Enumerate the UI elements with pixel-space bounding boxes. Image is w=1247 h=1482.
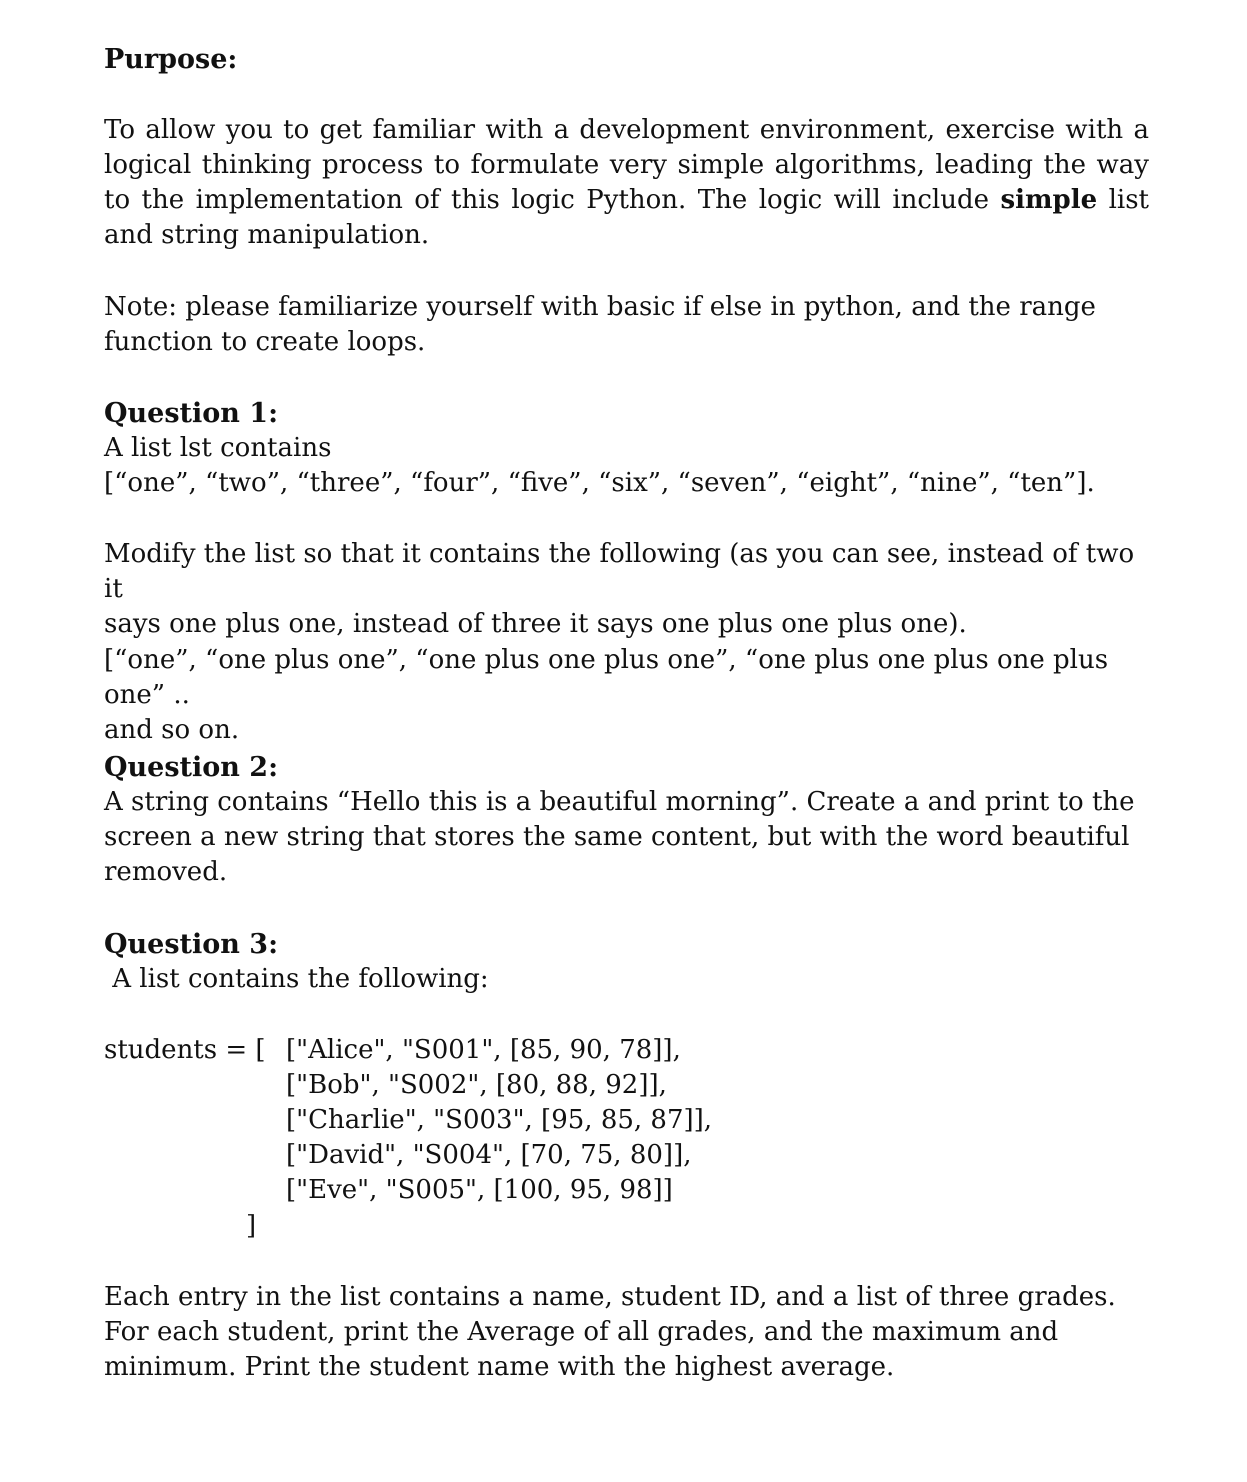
question-1-list: [“one”, “two”, “three”, “four”, “five”, “six”, “seven”, “eight”, “nine”, “ten”]. (104, 468, 1095, 498)
students-rows (286, 1033, 712, 1208)
student-row: ["Charlie", "S003", [95, 85, 87]], (286, 1105, 713, 1135)
modify-line: Modify the list so that it contains the following (as you can see, instead of two it (104, 539, 1135, 604)
question-3-description (104, 1280, 1149, 1385)
student-row: ["David", "S004", [70, 75, 80]], (286, 1140, 692, 1170)
students-close-bracket: ] (246, 1211, 257, 1241)
question-3-intro: A list contains the following: (104, 964, 489, 994)
description-line: minimum. Print the student name with the highest average. (104, 1352, 895, 1382)
students-label: students = [ (104, 1035, 266, 1065)
purpose-heading: Purpose: (104, 44, 238, 75)
question-1-example (104, 643, 1149, 748)
note-line: function to create loops. (104, 327, 426, 357)
example-line: and so on. (104, 715, 240, 745)
question-1-heading: Question 1: (104, 398, 279, 429)
description-line: For each student, print the Average of all grades, and the maximum and (104, 1317, 1059, 1347)
question-2-line: removed. (104, 857, 228, 887)
purpose-text-bold: simple (1000, 185, 1098, 215)
question-1-line: A list lst contains (104, 433, 332, 463)
note-line: Note: please familiarize yourself with basic if else in python, and the range (104, 292, 1096, 322)
students-list-block (104, 1033, 1149, 1253)
purpose-note (104, 290, 1149, 360)
question-3-heading: Question 3: (104, 929, 279, 960)
question-2 (104, 750, 1149, 890)
question-2-line: screen a new string that stores the same content, but with the word beautiful (104, 822, 1130, 852)
question-3 (104, 927, 1149, 997)
question-1 (104, 396, 1149, 501)
example-line: [“one”, “one plus one”, “one plus one plus one”, “one plus one plus one plus one” .. (104, 645, 1109, 710)
student-row: ["Bob", "S002", [80, 88, 92]], (286, 1070, 667, 1100)
student-row: ["Alice", "S001", [85, 90, 78]], (286, 1035, 681, 1065)
student-row: ["Eve", "S005", [100, 95, 98]] (286, 1175, 673, 1205)
description-line: Each entry in the list contains a name, student ID, and a list of three grades. (104, 1282, 1116, 1312)
purpose-text-end: list and string manipulation. (104, 185, 1150, 250)
modify-line: says one plus one, instead of three it says one plus one plus one). (104, 609, 967, 639)
question-2-line: A string contains “Hello this is a beautiful morning”. Create a and print to the (104, 787, 1135, 817)
question-2-heading: Question 2: (104, 752, 279, 783)
question-1-modify (104, 537, 1149, 642)
purpose-text-start: To allow you to get familiar with a development environment, exercise with a logical thinking process to formulate very simple algorithms, leading the way to the implementation of this logic Python. The logic will include (104, 115, 1149, 215)
purpose-paragraph (104, 113, 1149, 253)
